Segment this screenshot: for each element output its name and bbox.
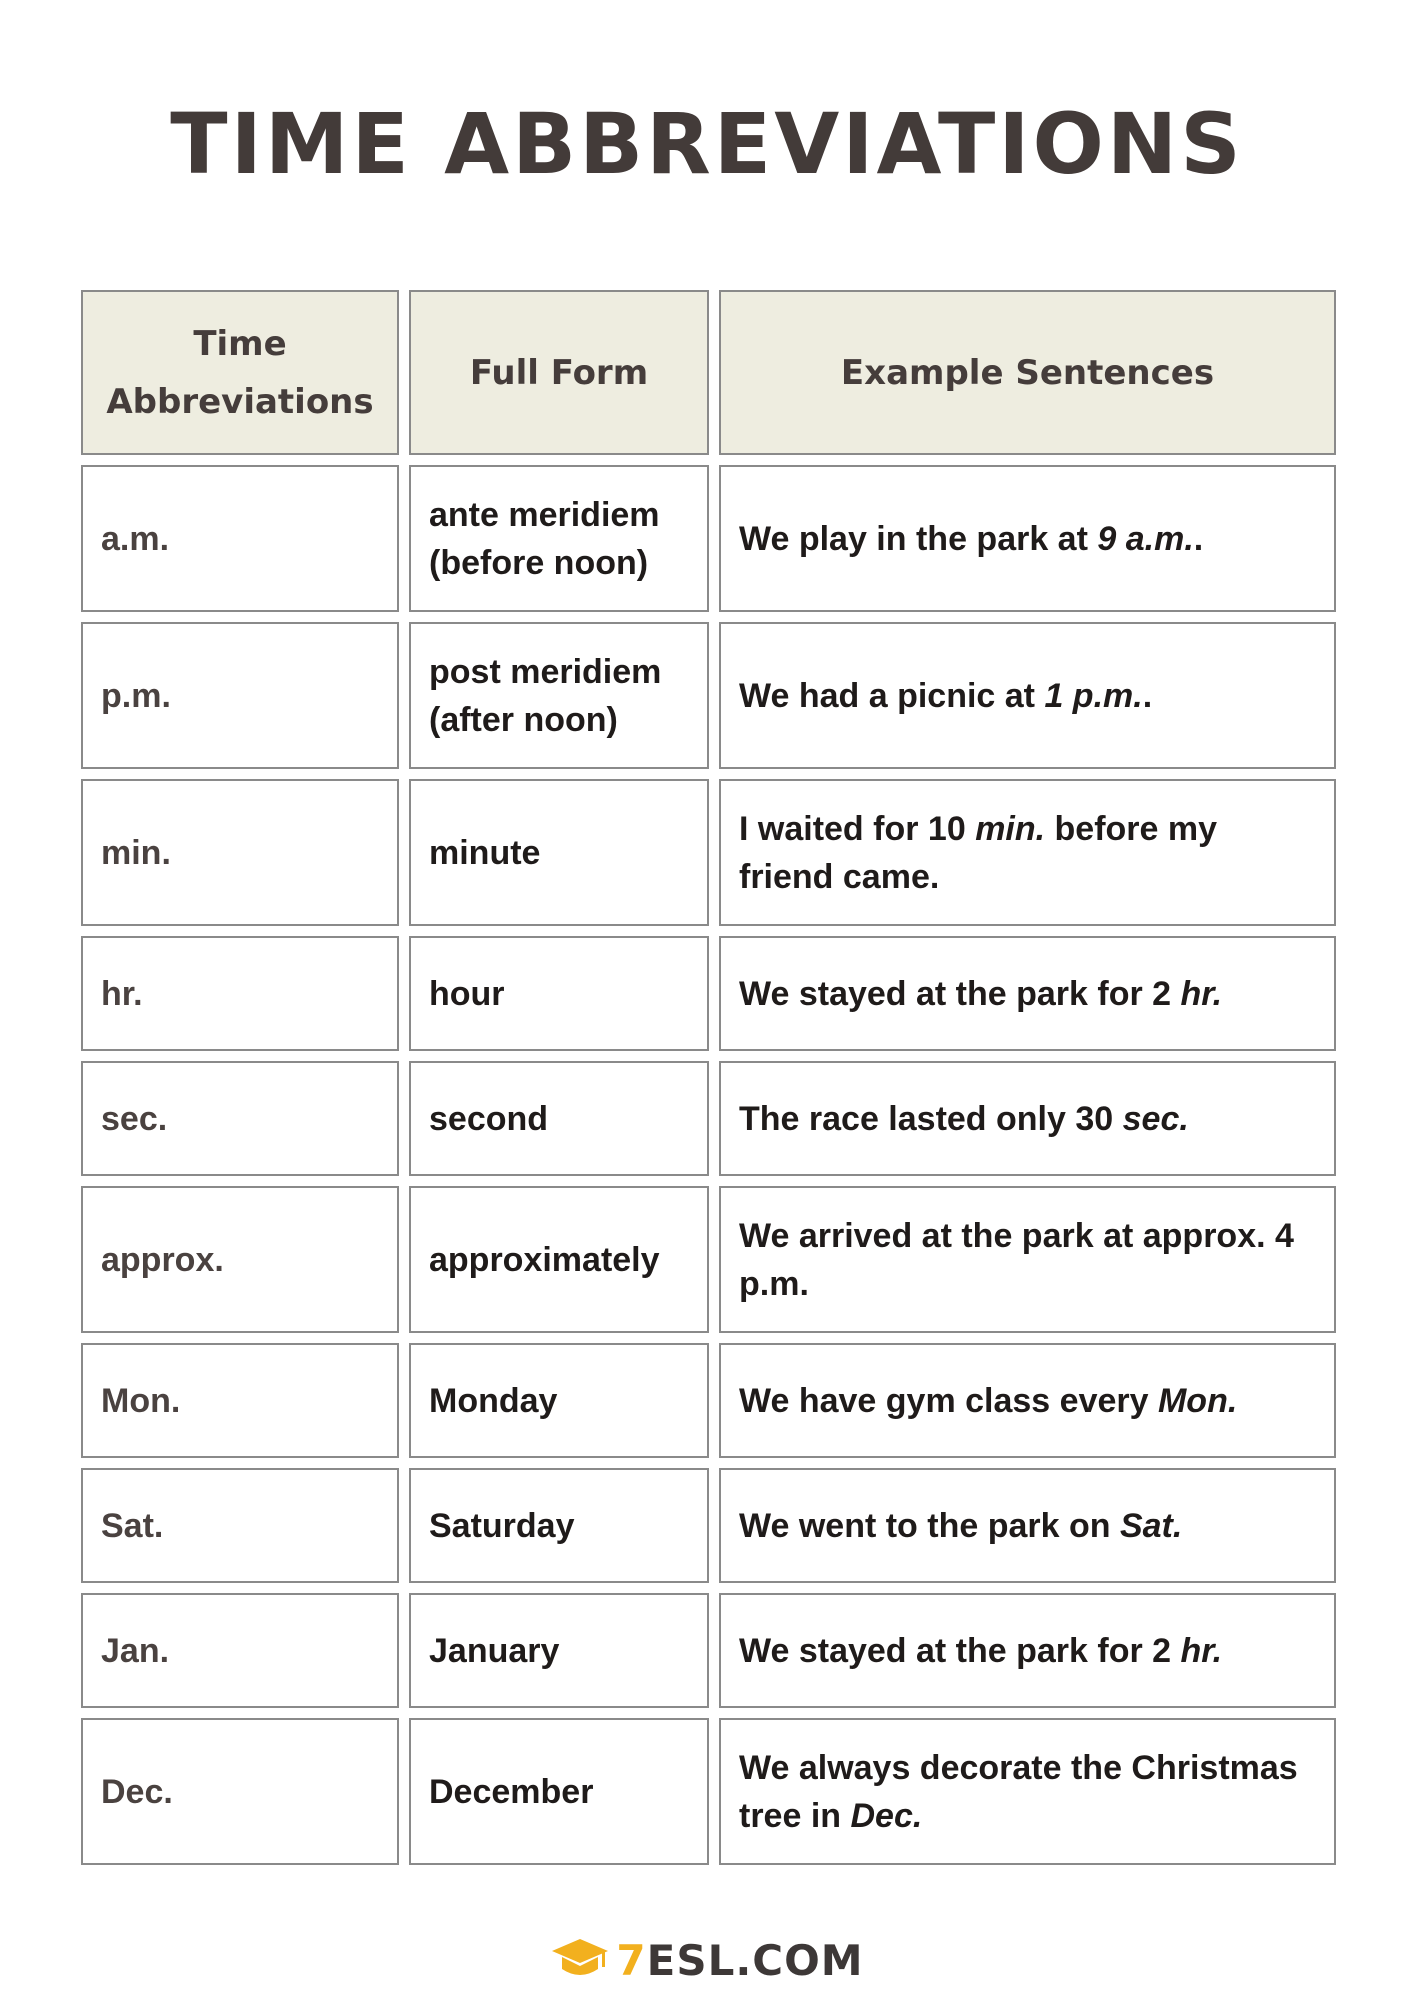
logo-text: ESL.COM [646,1935,864,1985]
abbr-cell: a.m. [81,465,399,612]
abbr-cell: Sat. [81,1468,399,1583]
header-example-sentences: Example Sentences [719,290,1336,455]
example-abbr: 9 a.m. [1097,519,1194,558]
full-form-line2: (after noon) [429,700,618,739]
header-abbr-line1: Time [193,323,287,364]
example-abbr: hr. [1180,1631,1223,1670]
full-form-cell: Monday [409,1343,709,1458]
abbr-cell: p.m. [81,622,399,769]
example-text: We have gym class every [739,1381,1158,1420]
example-text-end: . [1142,676,1153,715]
example-text: The race lasted only 30 [739,1099,1123,1138]
example-cell [719,936,1336,1051]
example-text-end: before my friend came. [739,809,1218,896]
example-text: I waited for 10 [739,809,976,848]
graduation-cap-icon [550,1935,610,1985]
example-abbr: Sat. [1119,1506,1183,1545]
example-abbr: 1 p.m. [1044,676,1143,715]
abbr-cell: Dec. [81,1718,399,1865]
example-cell [719,1593,1336,1708]
abbr-cell: hr. [81,936,399,1051]
full-form-cell: hour [409,936,709,1051]
header-abbreviations [81,290,399,455]
full-form-cell: minute [409,779,709,926]
full-form-line1: ante meridiem [429,495,660,534]
page-title: TIME ABBREVIATIONS [170,95,1244,193]
logo-wordmark [616,1936,863,1985]
example-text: We play in the park at [739,519,1098,558]
example-text-end: . [1193,519,1204,558]
abbreviations-table [81,290,1336,1865]
example-cell: We arrived at the park at approx. 4 p.m. [719,1186,1336,1333]
full-form-cell: Saturday [409,1468,709,1583]
header-abbr-line2: Abbreviations [106,381,374,422]
full-form-cell [409,622,709,769]
full-form-line1: post meridiem [429,652,662,691]
example-abbr: Mon. [1157,1381,1238,1420]
example-text: We stayed at the park for 2 [739,974,1181,1013]
site-logo [0,1935,1414,1985]
full-form-cell: approximately [409,1186,709,1333]
example-abbr: Dec. [850,1796,923,1835]
example-text: We had a picnic at [739,676,1045,715]
full-form-cell [409,465,709,612]
example-text: We always decorate the Christmas tree in [739,1748,1298,1835]
header-full-form: Full Form [409,290,709,455]
example-cell [719,622,1336,769]
example-abbr: min. [975,809,1046,848]
abbr-cell: Jan. [81,1593,399,1708]
abbr-cell: sec. [81,1061,399,1176]
abbr-cell: approx. [81,1186,399,1333]
full-form-cell: January [409,1593,709,1708]
example-cell [719,1343,1336,1458]
example-cell [719,465,1336,612]
example-cell [719,1718,1336,1865]
full-form-cell: December [409,1718,709,1865]
full-form-cell: second [409,1061,709,1176]
logo-seven: 7 [616,1935,647,1985]
example-abbr: sec. [1122,1099,1189,1138]
full-form-line2: (before noon) [429,543,649,582]
example-cell [719,1061,1336,1176]
example-cell [719,1468,1336,1583]
abbr-cell: Mon. [81,1343,399,1458]
example-abbr: hr. [1180,974,1223,1013]
abbr-cell: min. [81,779,399,926]
example-text: We went to the park on [739,1506,1120,1545]
example-cell [719,779,1336,926]
example-text: We stayed at the park for 2 [739,1631,1181,1670]
